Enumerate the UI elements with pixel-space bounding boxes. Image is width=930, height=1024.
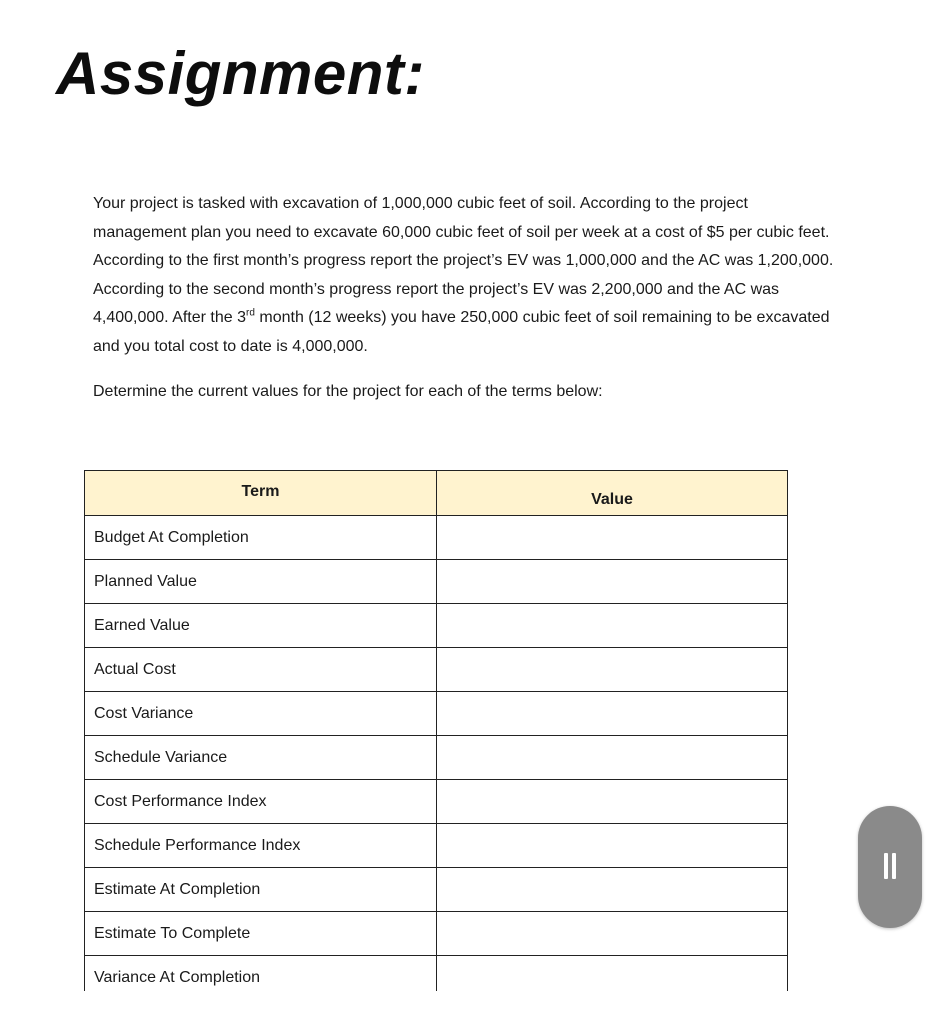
terms-table-body (85, 516, 788, 992)
value-cell[interactable] (437, 560, 788, 604)
value-cell[interactable] (437, 516, 788, 560)
table-row (85, 780, 788, 824)
description-line-1: Your project is tasked with excavation of 1,000,000 cubic feet of soil. According to the project (93, 195, 748, 212)
terms-table (84, 470, 788, 991)
term-cell: Planned Value (85, 560, 437, 604)
table-row (85, 560, 788, 604)
table-row (85, 604, 788, 648)
description-line-2: management plan you need to excavate 60,000 cubic feet of soil per week at a cost of $5 per cubic feet. (93, 223, 830, 241)
description-line-4: According to the second month’s progress report the project’s EV was 2,200,000 and the AC was (93, 280, 780, 298)
scroll-handle[interactable] (858, 806, 922, 928)
instruction-text: Determine the current values for the project for each of the terms below: (93, 383, 603, 400)
term-cell: Earned Value (85, 604, 437, 648)
grip-icon (884, 853, 888, 879)
description-line-5 (93, 304, 883, 333)
value-cell[interactable] (437, 648, 788, 692)
page-title: Assignment: (56, 40, 425, 107)
assignment-description (93, 190, 883, 362)
description-line-6: and you total cost to date is 4,000,000. (93, 337, 368, 355)
table-row (85, 868, 788, 912)
table-row (85, 648, 788, 692)
value-cell[interactable] (437, 692, 788, 736)
value-cell[interactable] (437, 780, 788, 824)
terms-table-container (84, 470, 788, 991)
term-cell: Cost Variance (85, 692, 437, 736)
value-cell[interactable] (437, 868, 788, 912)
term-column-header: Term (85, 471, 437, 516)
table-row (85, 912, 788, 956)
line-5-end: month (12 weeks) you have 250,000 cubic feet of soil remaining to be excavated (254, 309, 830, 327)
term-cell: Cost Performance Index (85, 780, 437, 824)
table-row (85, 516, 788, 560)
line-5-start: 4,400,000. After the 3 (93, 309, 247, 327)
term-cell: Schedule Variance (85, 736, 437, 780)
table-row (85, 736, 788, 780)
description-line-3: According to the first month’s progress report the project’s EV was 1,000,000 and the AC was 1,200,000. (93, 252, 834, 270)
grip-icon (892, 853, 896, 879)
term-cell: Budget At Completion (85, 516, 437, 560)
value-cell[interactable] (437, 912, 788, 956)
value-cell[interactable] (437, 824, 788, 868)
ordinal-suffix: rd (246, 308, 255, 320)
term-cell: Schedule Performance Index (85, 824, 437, 868)
value-cell[interactable] (437, 604, 788, 648)
table-header-row (85, 471, 788, 516)
term-cell: Estimate To Complete (85, 912, 437, 956)
value-cell[interactable] (437, 956, 788, 992)
table-row (85, 956, 788, 992)
value-column-header: Value (437, 471, 788, 516)
value-cell[interactable] (437, 736, 788, 780)
term-cell: Actual Cost (85, 648, 437, 692)
table-row (85, 824, 788, 868)
term-cell: Estimate At Completion (85, 868, 437, 912)
term-cell: Variance At Completion (85, 956, 437, 992)
table-row (85, 692, 788, 736)
